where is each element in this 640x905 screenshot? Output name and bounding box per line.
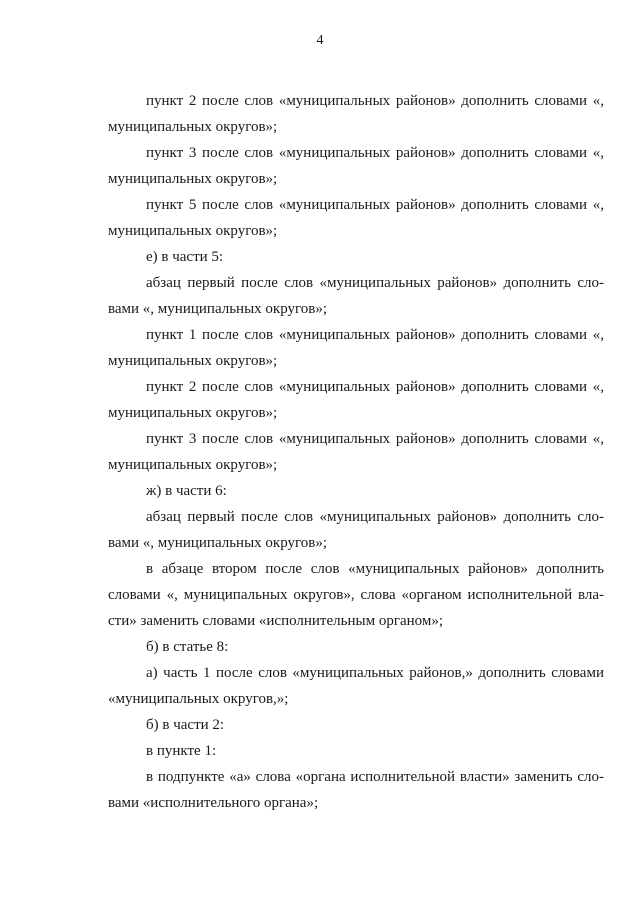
paragraph: б) в статье 8: [146,639,229,655]
paragraph: пункт 1 после слов «муниципальных районов» дополнить словами «, муниципальных округов»; [108,327,604,369]
paragraph: е) в части 5: [146,249,224,265]
paragraph: абзац первый после слов «муниципальных районов» дополнить сло-вами «, муниципальных округов»; [108,275,604,317]
paragraph: пункт 2 после слов «муниципальных районов» дополнить словами «, муниципальных округов»; [108,93,604,135]
paragraph: пункт 2 после слов «муниципальных районов» дополнить словами «, муниципальных округов»; [108,379,604,421]
paragraph: а) часть 1 после слов «муниципальных районов,» дополнить словами «муниципальных округов,»; [108,665,604,707]
paragraph: пункт 3 после слов «муниципальных районов» дополнить словами «, муниципальных округов»; [108,145,604,187]
paragraph: б) в части 2: [146,717,225,733]
document-body [108,88,604,816]
paragraph: ж) в части 6: [146,483,227,499]
paragraph: пункт 3 после слов «муниципальных районов» дополнить словами «, муниципальных округов»; [108,431,604,473]
paragraph: абзац первый после слов «муниципальных районов» дополнить сло-вами «, муниципальных округов»; [108,509,604,551]
paragraph: в подпункте «а» слова «органа исполнительной власти» заменить сло-вами «исполнительного органа»; [108,769,604,811]
paragraph: в пункте 1: [146,743,217,759]
page-number: 4 [316,33,324,48]
paragraph: в абзаце втором после слов «муниципальных районов» дополнить словами «, муниципальных округов», слова «органом исполнительной вла-сти» заменить словами «исполнительным органом»; [108,561,604,629]
paragraph: пункт 5 после слов «муниципальных районов» дополнить словами «, муниципальных округов»; [108,197,604,239]
